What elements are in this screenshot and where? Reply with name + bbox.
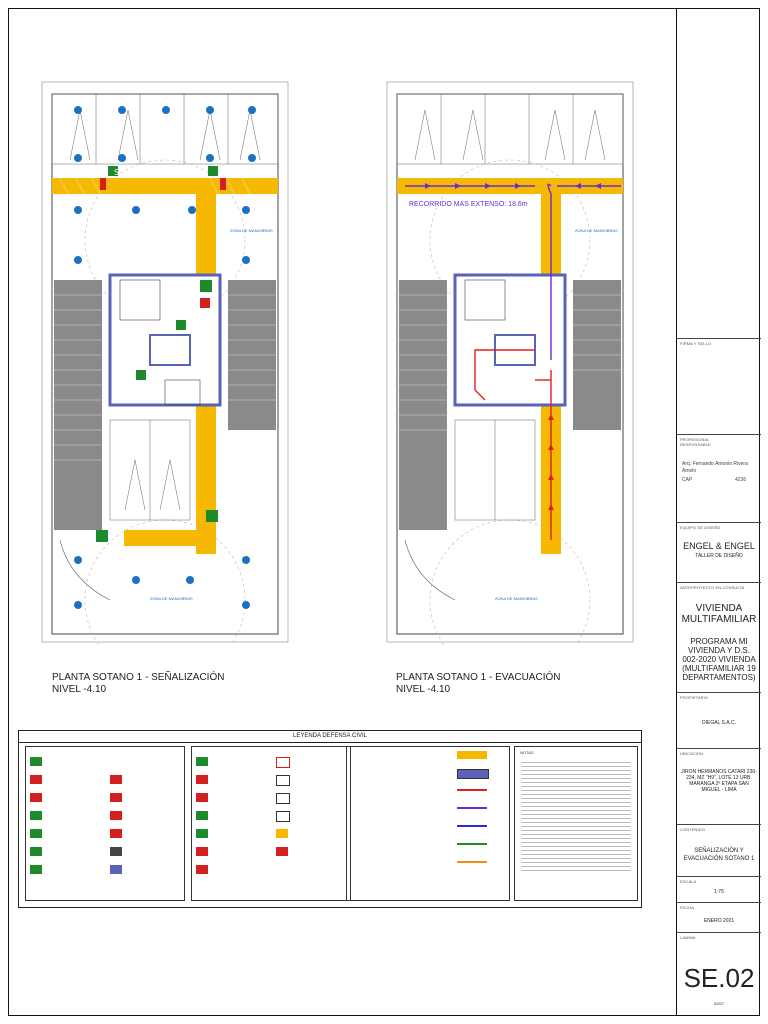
siren-icon [110,811,122,820]
propietario-name: DIEGAL S.A.C. [702,720,736,726]
lamina-caption: LAMINA [680,935,696,940]
ubicacion-caption: UBICACION [680,751,704,756]
profesional-name: Arq. Fernando Antonio Rivera Amelo [682,461,748,474]
purple-route-swatch [457,807,487,809]
phone-icon [196,865,208,874]
equipo-sub: TALLER DE DISEÑO [695,553,743,559]
exit-sign-icon [30,757,42,766]
escala-caption: ESCALA [680,879,697,884]
first-aid-icon [30,865,42,874]
legend-title: LEYENDA DEFENSA CIVIL [19,731,641,743]
door-icon [110,847,122,856]
plan-2-name: PLANTA SOTANO 1 - EVACUACIÓN [396,672,561,683]
fecha-value: ENERO 2021 [703,918,735,924]
tb-ubicacion [677,748,761,824]
equipo-caption: EQUIPO DE DISEÑO [680,525,721,530]
tb-escala [677,876,761,902]
cap-number: 4236 [735,477,747,483]
fire-hose-icon [196,793,208,802]
wall-icon [110,865,122,874]
notes-title: NOTAS [520,750,534,755]
tb-fecha [677,902,761,932]
firma-caption: FIRMA Y SELLO [680,341,712,346]
stair-exit-icon [30,847,42,856]
plan-1-name: PLANTA SOTANO 1 - SEÑALIZACIÓN [52,672,225,683]
extinguisher-icon [196,775,208,784]
anteproyecto-caption: ANTEPROYECTO EN CONSULTA [680,585,745,590]
zone-label: ZONA DE MANIOBRAS [495,596,538,601]
alarm-button-icon [196,847,208,856]
tb-equipo [677,522,761,582]
sign-s-label: S [114,168,120,177]
stripe-swatch [457,751,487,759]
orange-route-swatch [457,861,487,863]
hydrant-icon [110,829,122,838]
zone-label: ZONA DE MANIOBRAS [575,228,618,233]
ubicacion-text: JIRON HERMANOS CATARI 230-234, MZ "H9", LOTE 13 URB. MARANGA 2ª ETAPA SAN MIGUEL - LIMA [681,769,757,793]
tb-contenido [677,824,761,876]
contenido-caption: CONTENIDO [680,827,705,832]
profesional-caption: PROFESIONAL RESPONSABLE [680,437,711,447]
plan-2-title [396,672,560,696]
zone-label: ZONA DE MANIOBRAS [230,228,273,233]
blue-route-swatch [457,825,487,827]
no-smoking-icon [276,757,290,768]
safe-zone-icon [196,757,208,766]
red-route-swatch [457,789,487,791]
exit-arrow-icon [196,811,208,820]
contenido-text: SEÑALIZACIÓN Y EVACUACIÓN SOTANO 1 [683,848,755,862]
propietario-caption: PROPIETARIO [680,695,709,700]
legend-notes [514,746,638,901]
evacuation-route-icon [30,829,42,838]
tb-anteproyecto [677,582,761,692]
equipo-name: ENGEL & ENGEL [683,541,755,551]
title-block [676,8,760,1016]
exit-icon [196,829,208,838]
plan-2-level: NIVEL -4.10 [396,684,451,695]
plan-1-level: NIVEL -4.10 [52,684,107,695]
emergency-light-icon [30,811,42,820]
tb-lamina [677,932,761,1016]
project-name: VIVIENDA MULTIFAMILIAR [681,603,757,625]
route-note: RECORRIDO MAS EXTENSO: 18.6m [409,201,528,208]
warning-icon [276,775,290,786]
legend-panel [18,730,642,908]
plan-signage [40,80,290,645]
extinguisher-icon [110,775,122,784]
legend-block-2 [191,746,351,901]
project-program: PROGRAMA MI VIVIENDA Y D.S. 002-2020 VIVIENDA (MULTIFAMILIAR 19 DEPARTAMENTOS) [682,637,756,682]
plan-1-title [52,672,224,696]
wall-swatch [457,769,489,779]
alarm-icon [30,775,42,784]
stripe-icon [276,829,288,838]
lamina-value: SE.02 [683,963,755,993]
cap-label: CAP [682,477,693,483]
lamp-icon [276,847,288,856]
legend-block-3 [346,746,510,901]
tb-profesional [677,434,761,522]
fecha-caption: FECHA [680,905,695,910]
zone-label: ZONA DE MANIOBRAS [150,596,193,601]
escala-value: 1:75 [714,889,724,895]
plan-evacuation [385,80,635,645]
gauge-icon [276,811,290,822]
fire-hose-icon [30,793,42,802]
tb-firma [677,338,761,434]
fire-panel-icon [110,793,122,802]
tb-propietario [677,692,761,748]
green-route-swatch [457,843,487,845]
electric-risk-icon [276,793,290,804]
legend-block-1 [25,746,185,901]
lamina-sheet: 02/07 [713,1001,724,1006]
